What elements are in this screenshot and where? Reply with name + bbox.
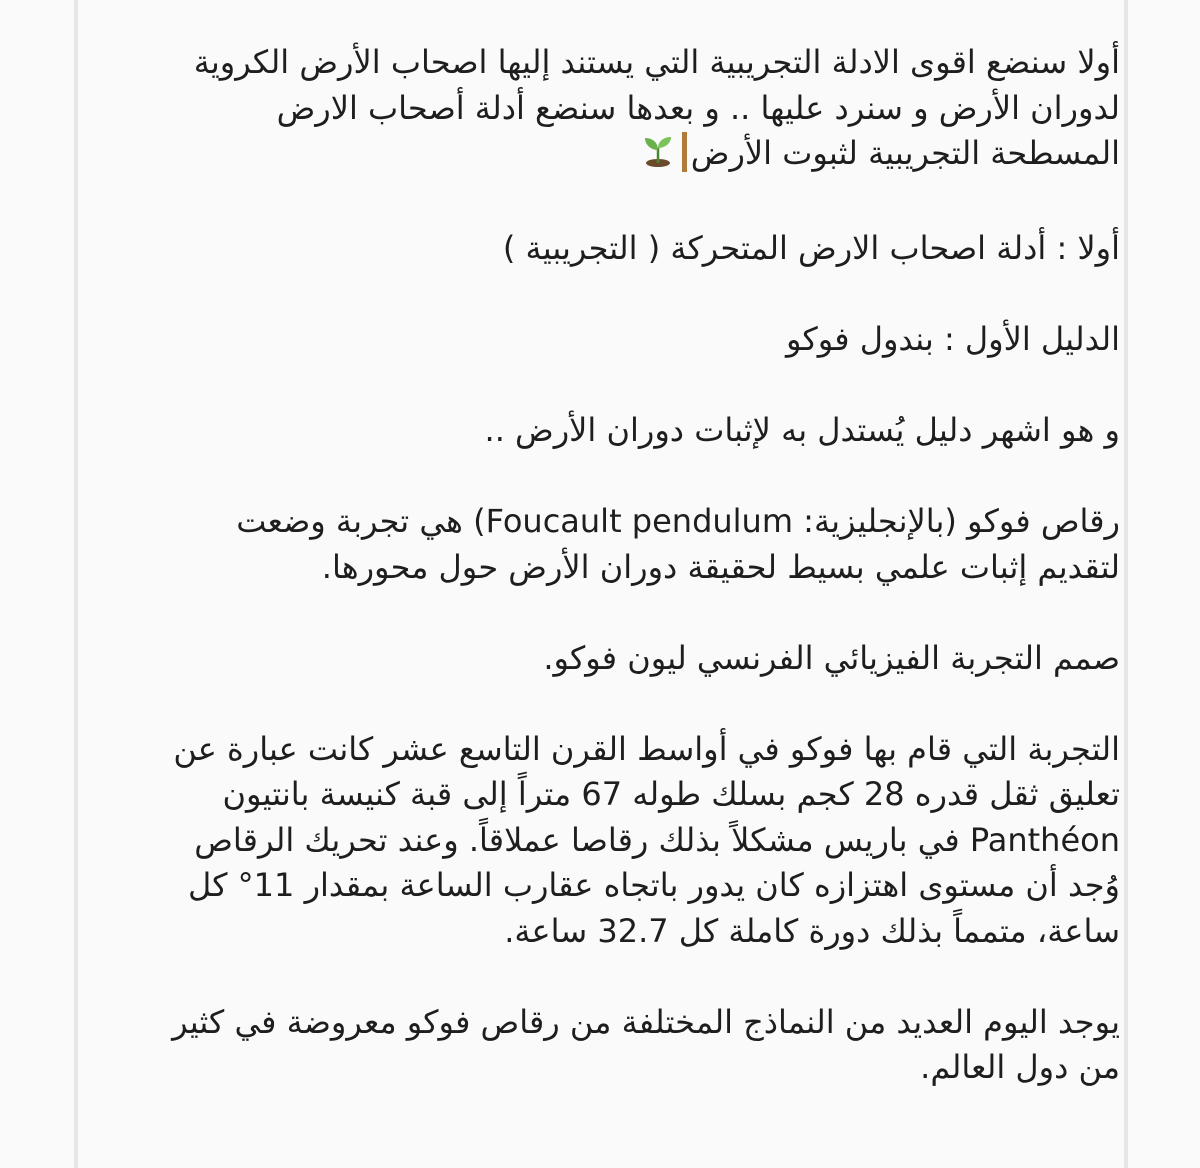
intro-line-3-wrap [80,131,1120,181]
closing-line-2: من دول العالم. [920,1048,1120,1086]
evidence-note: و هو اشهر دليل يُستدل به لإثبات دوران الأرض .. [484,411,1120,449]
evidence-heading: الدليل الأول : بندول فوكو [785,320,1120,358]
right-margin-rule [1124,0,1128,1168]
intro-line-2: لدوران الأرض و سنرد عليها .. و بعدها سنضع أدلة أصحاب الارض [276,88,1120,127]
post-body [80,40,1120,1091]
intro-line-1: أولا سنضع اقوى الادلة التجريبية التي يستند إليها اصحاب الأرض الكروية [193,43,1120,81]
experiment-line-3-rest: في باريس مشكلاً بذلك رقاصا عملاقاً. وعند تحريك الرقاص [194,820,970,859]
closing-line-1: يوجد اليوم العديد من النماذج المختلفة من رقاص فوكو معروضة في كثير [172,1002,1120,1041]
experiment-line-3 [80,818,1120,864]
definition-prefix: رقاص فوكو (بالإنجليزية: [793,502,1120,540]
cursor-bar [682,132,687,172]
english-term: Foucault pendulum [485,502,793,540]
left-margin-rule [74,0,78,1168]
definition-line-2: لتقديم إثبات علمي بسيط لحقيقة دوران الأرض حول محورها. [321,547,1120,586]
experiment-line-1: التجربة التي قام بها فوكو في أواسط القرن التاسع عشر كانت عبارة عن [173,729,1120,768]
pantheon-term: Panthéon [969,820,1120,859]
section-heading: أولا : أدلة اصحاب الارض المتحركة ( التجريبية ) [502,229,1120,267]
closing-paragraph [80,1000,1120,1091]
intro-paragraph [80,40,1120,181]
definition-line-1 [80,499,1120,545]
definition-paragraph [80,499,1120,590]
experiment-line-2: تعليق ثقل قدره 28 كجم بسلك طوله 67 متراً إلى قبة كنيسة بانتيون [222,775,1120,813]
designer-paragraph: صمم التجربة الفيزيائي الفرنسي ليون فوكو. [543,638,1120,677]
experiment-line-5: ساعة، متمماً بذلك دورة كاملة كل 32.7 ساعة. [504,911,1120,950]
intro-line-3: المسطحة التجريبية لثبوت الأرض [690,134,1120,172]
experiment-line-4: وُجد أن مستوى اهتزازه كان يدور باتجاه عقارب الساعة بمقدار 11° كل [188,866,1120,904]
definition-suffix: ) هي تجربة وضعت [236,502,486,540]
experiment-paragraph [80,727,1120,955]
seedling-icon [640,132,676,181]
